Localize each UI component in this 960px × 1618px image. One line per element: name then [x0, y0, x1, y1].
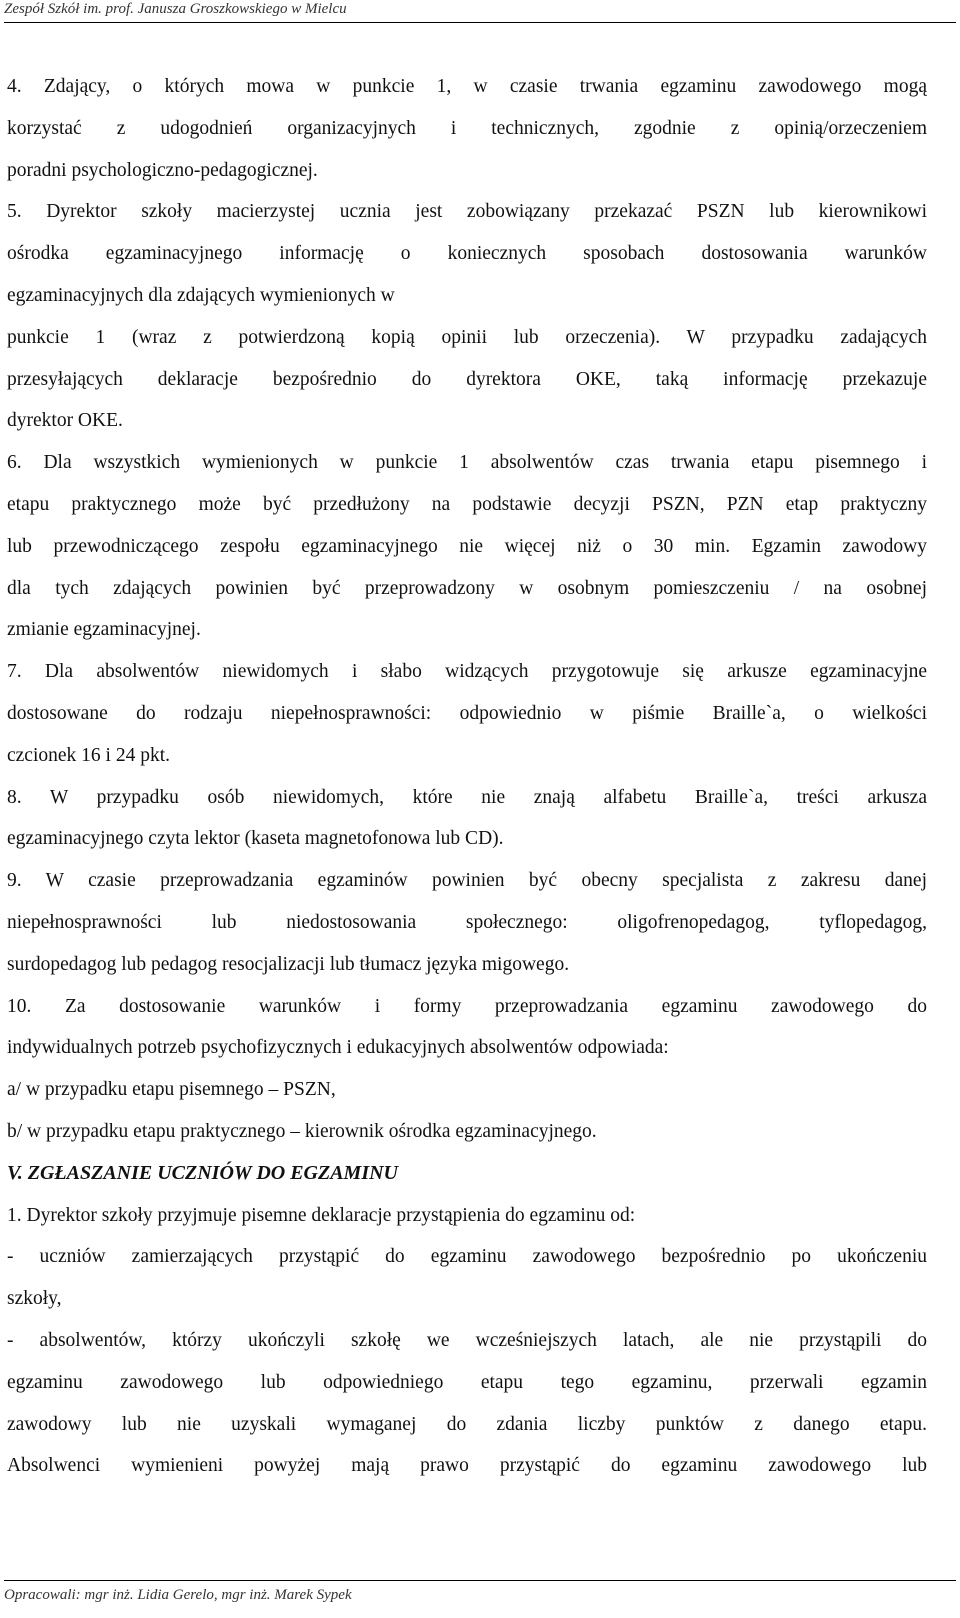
text-line: 9. W czasie przeprowadzania egzaminów powinien być obecny specjalista z zakresu danej [7, 870, 927, 892]
text-line: 8. W przypadku osób niewidomych, które nie znają alfabetu Braille`a, treści arkusza [7, 786, 927, 808]
text-line: zmianie egzaminacyjnej. [7, 619, 201, 641]
text-line: ośrodka egzaminacyjnego informację o koniecznych sposobach dostosowania warunków [7, 243, 927, 265]
text-line: egzaminacyjnych dla zdających wymienionych w [7, 284, 395, 306]
page-header [4, 0, 956, 23]
text-line: czcionek 16 i 24 pkt. [7, 744, 170, 766]
text-line: korzystać z udogodnień organizacyjnych i technicznych, zgodnie z opinią/orzeczeniem [7, 117, 927, 139]
footer-authors: Opracowali: mgr inż. Lidia Gerelo, mgr inż. Marek Sypek [4, 1587, 352, 1603]
text-line: - absolwentów, którzy ukończyli szkołę we wcześniejszych latach, ale nie przystąpili do [7, 1329, 927, 1351]
header-school-name: Zespół Szkół im. prof. Janusza Groszkowskiego w Mielcu [4, 1, 347, 17]
text-line: niepełnosprawności lub niedostosowania społecznego: oligofrenopedagog, tyflopedagog, [7, 911, 927, 933]
text-line: 6. Dla wszystkich wymienionych w punkcie 1 absolwentów czas trwania etapu pisemnego i [7, 452, 927, 474]
text-line: przesyłających deklaracje bezpośrednio do dyrektora OKE, taką informację przekazuje [7, 368, 927, 390]
text-line: poradni psychologiczno-pedagogicznej. [7, 159, 318, 181]
text-line: dyrektor OKE. [7, 410, 123, 432]
text-line: 10. Za dostosowanie warunków i formy przeprowadzania egzaminu zawodowego do [7, 995, 927, 1017]
text-line: 7. Dla absolwentów niewidomych i słabo widzących przygotowuje się arkusze egzaminacyjne [7, 661, 927, 683]
text-line: a/ w przypadku etapu pisemnego – PSZN, [7, 1079, 336, 1101]
text-line: zawodowy lub nie uzyskali wymaganej do zdania liczby punktów z danego etapu. [7, 1413, 927, 1435]
text-line: Absolwenci wymienieni powyżej mają prawo przystąpić do egzaminu zawodowego lub [7, 1455, 927, 1477]
text-line: b/ w przypadku etapu praktycznego – kierownik ośrodka egzaminacyjnego. [7, 1120, 597, 1142]
text-line: punkcie 1 (wraz z potwierdzoną kopią opinii lub orzeczenia). W przypadku zadających [7, 326, 927, 348]
text-line: egzaminu zawodowego lub odpowiedniego etapu tego egzaminu, przerwali egzamin [7, 1371, 927, 1393]
text-line: dostosowane do rodzaju niepełnosprawności: odpowiednio w piśmie Braille`a, o wielkości [7, 702, 927, 724]
text-line: egzaminacyjnego czyta lektor (kaseta magnetofonowa lub CD). [7, 828, 504, 850]
text-line: surdopedagog lub pedagog resocjalizacji lub tłumacz języka migowego. [7, 953, 570, 975]
text-line: lub przewodniczącego zespołu egzaminacyjnego nie więcej niż o 30 min. Egzamin zawodowy [7, 535, 927, 557]
text-line: - uczniów zamierzających przystąpić do egzaminu zawodowego bezpośrednio po ukończeniu [7, 1246, 927, 1268]
text-line: 5. Dyrektor szkoły macierzystej ucznia jest zobowiązany przekazać PSZN lub kierownikowi [7, 201, 927, 223]
text-line: etapu praktycznego może być przedłużony na podstawie decyzji PSZN, PZN etap praktyczny [7, 493, 927, 515]
text-line: 4. Zdający, o których mowa w punkcie 1, w czasie trwania egzaminu zawodowego mogą [7, 76, 927, 97]
text-line: indywidualnych potrzeb psychofizycznych i edukacyjnych absolwentów odpowiada: [7, 1037, 669, 1059]
document-body [7, 66, 927, 1487]
section-heading: V. ZGŁASZANIE UCZNIÓW DO EGZAMINU [7, 1161, 398, 1184]
text-line: dla tych zdających powinien być przeprowadzony w osobnym pomieszczeniu / na osobnej [7, 577, 927, 599]
page-footer [4, 1580, 956, 1618]
text-line: 1. Dyrektor szkoły przyjmuje pisemne deklaracje przystąpienia do egzaminu od: [7, 1204, 636, 1226]
text-line: szkoły, [7, 1288, 62, 1310]
